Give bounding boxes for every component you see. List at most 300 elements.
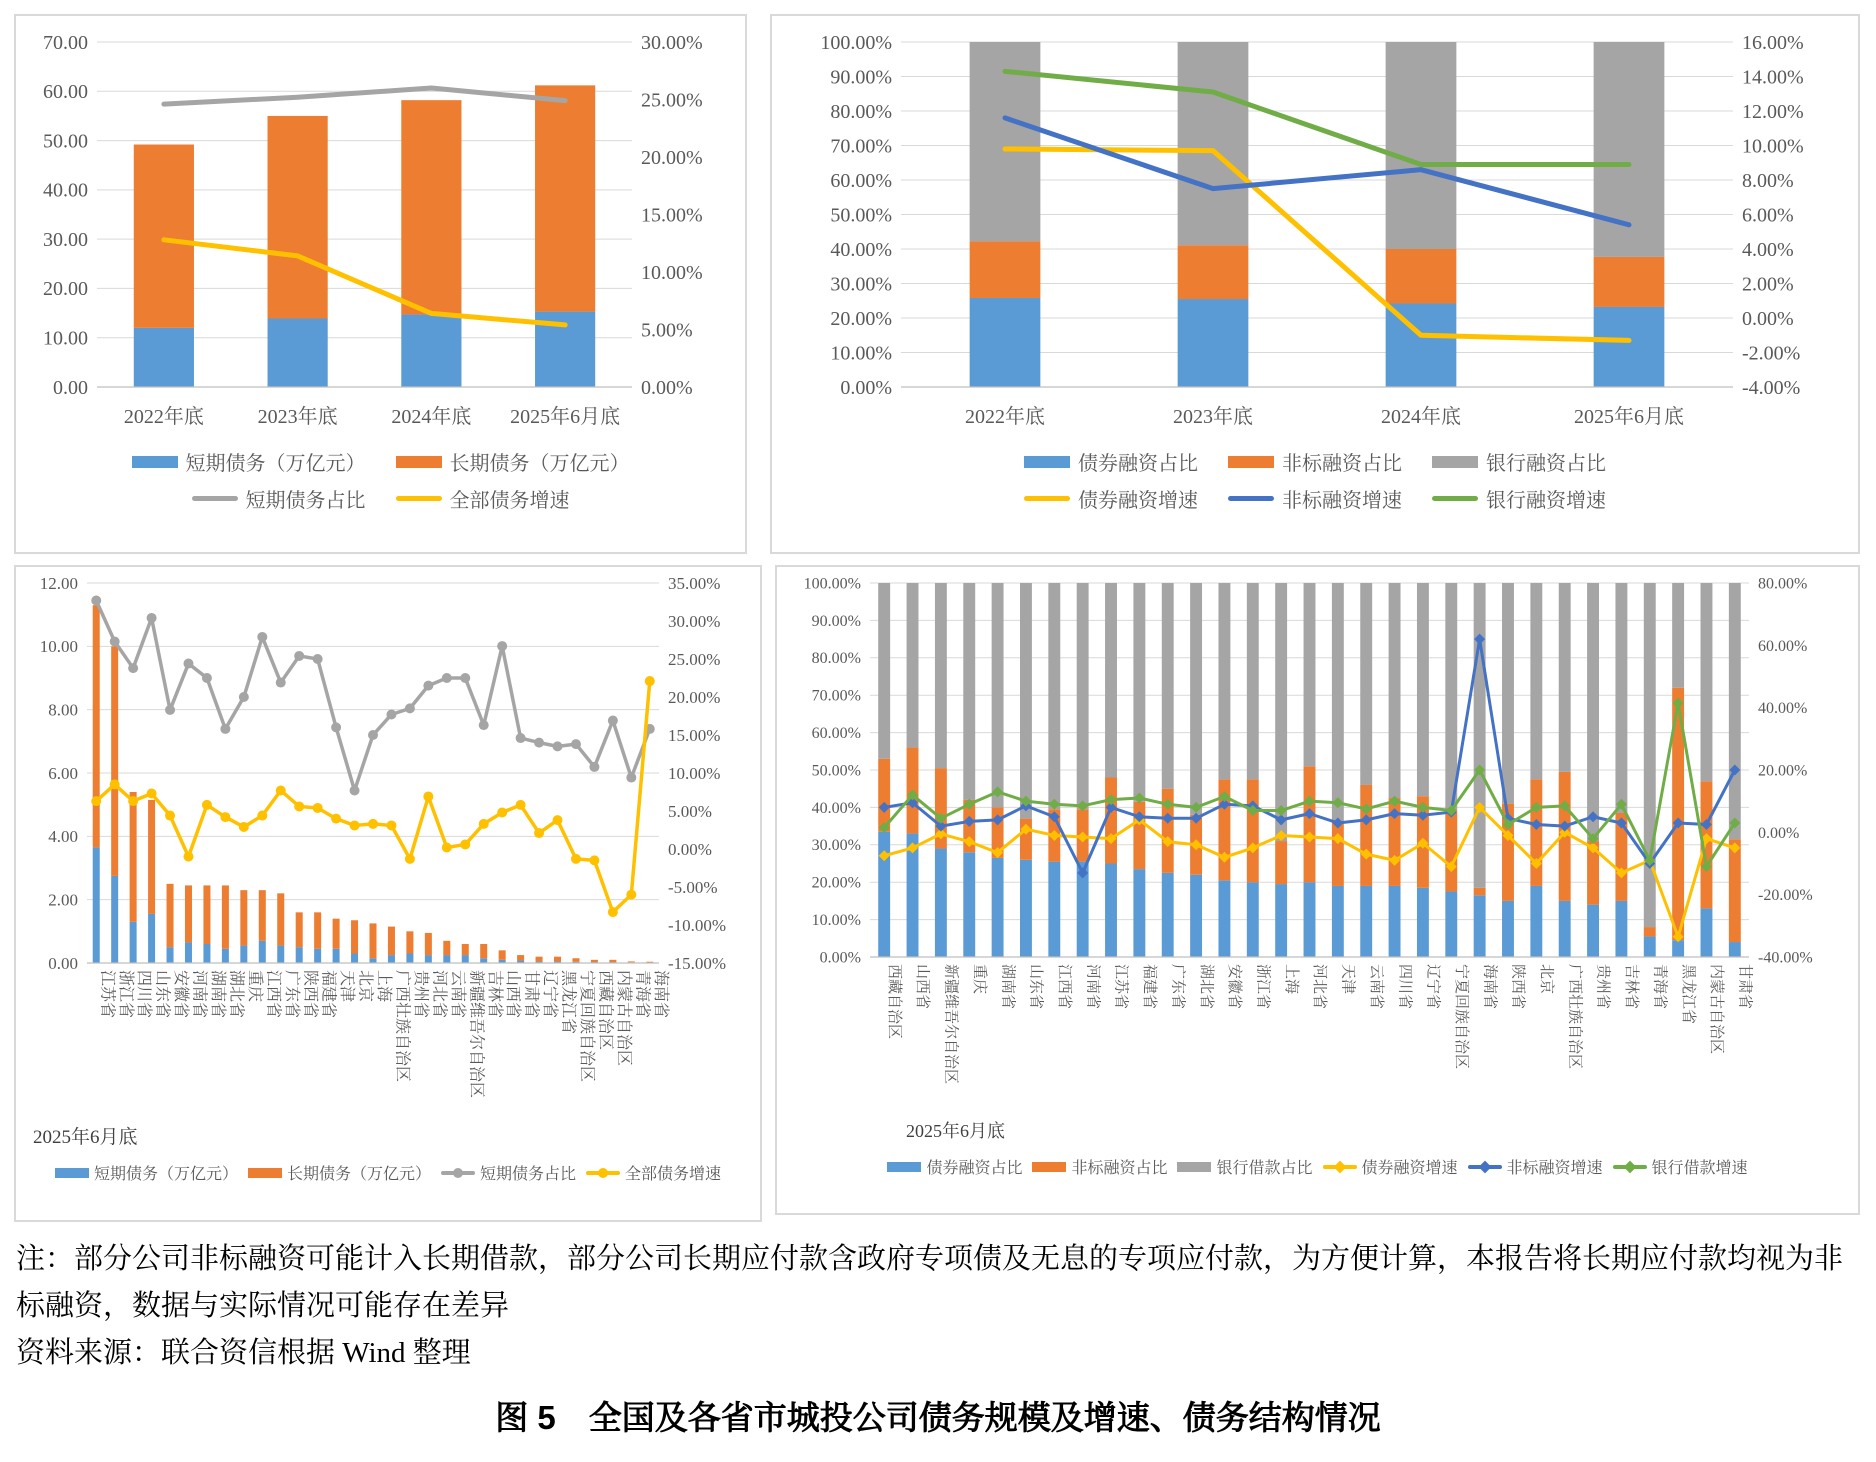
bar-segment	[1162, 873, 1174, 957]
data-point-marker	[294, 651, 304, 661]
left-axis-tick-label: 60.00%	[811, 725, 861, 743]
category-label: 福建省	[319, 970, 337, 1019]
legend-swatch-bar	[1032, 1161, 1066, 1173]
legend-item	[586, 1161, 721, 1184]
data-point-marker	[147, 613, 157, 623]
legend-row	[192, 484, 570, 513]
category-label: 江苏省	[1112, 964, 1129, 1010]
category-label: 北京	[356, 970, 374, 1003]
legend-swatch-bar	[1228, 455, 1274, 469]
category-label: 河南省	[190, 970, 208, 1019]
right-axis-tick-label: 40.00%	[1758, 700, 1808, 718]
right-axis-tick-label: 10.00%	[641, 261, 703, 284]
data-point-marker	[331, 722, 341, 732]
bar-segment	[1559, 583, 1571, 772]
bar-segment	[1218, 880, 1230, 957]
category-label: 广东省	[1169, 964, 1186, 1010]
legend-label: 银行融资占比	[1486, 453, 1606, 475]
figure-caption: 图 5 全国及各省市城投公司债务规模及增速、债务结构情况	[495, 1399, 1381, 1436]
category-label: 河北省	[430, 970, 448, 1019]
left-axis-tick-label: 50.00%	[811, 762, 861, 780]
figure-notes	[16, 1236, 1860, 1377]
right-axis-tick-label: 80.00%	[1758, 575, 1808, 593]
bar-segment	[148, 914, 155, 963]
left-axis-tick-label: 0.00%	[840, 376, 892, 399]
bar-segment	[1502, 583, 1514, 804]
data-point-marker	[553, 815, 563, 825]
category-label: 吉林省	[1623, 964, 1640, 1010]
right-axis-tick-label: 20.00%	[1758, 762, 1808, 780]
category-label: 2024年底	[391, 406, 472, 428]
legend-swatch-line	[1323, 1161, 1357, 1173]
bar-segment	[130, 792, 137, 922]
data-point-marker	[368, 819, 378, 829]
right-axis-tick-label: 30.00%	[668, 611, 721, 631]
category-label: 内蒙古自治区	[614, 970, 632, 1067]
bar-segment	[333, 919, 340, 949]
bar-segment	[480, 944, 487, 958]
data-point-marker	[276, 678, 286, 688]
data-point-marker	[202, 673, 212, 683]
data-point-marker	[331, 814, 341, 824]
category-label: 内蒙古自治区	[1708, 964, 1725, 1055]
right-axis-tick-label: 0.00%	[668, 839, 712, 859]
bar-segment	[111, 646, 118, 876]
bar-segment	[1644, 927, 1656, 936]
legend-swatch-bar	[396, 455, 442, 469]
left-axis-tick-label: 6.00	[48, 763, 78, 783]
legend-item	[396, 484, 570, 513]
category-label: 天津	[1339, 964, 1356, 995]
data-point-marker	[516, 733, 526, 743]
bar-segment	[203, 944, 210, 963]
category-label: 贵州省	[411, 970, 429, 1019]
line-series	[96, 600, 650, 790]
bar-segment	[1178, 42, 1249, 245]
data-point-marker	[313, 654, 323, 664]
legend-row	[887, 1155, 1747, 1178]
bar-segment	[1474, 583, 1486, 888]
line-series	[164, 88, 565, 104]
national-funding-structure-chart	[773, 16, 1857, 441]
bar-segment	[1701, 908, 1713, 957]
data-point-marker	[165, 705, 175, 715]
bar-segment	[222, 949, 229, 963]
legend-item	[1177, 1155, 1312, 1178]
chart-panel-national-funding-structure	[770, 14, 1860, 554]
left-axis-tick-label: 60.00%	[830, 169, 892, 192]
left-axis-tick-label: 50.00%	[830, 204, 892, 227]
category-label: 重庆	[245, 970, 263, 1003]
data-point-marker	[589, 855, 599, 865]
bar-segment	[1304, 583, 1316, 766]
bar-segment	[517, 955, 524, 960]
data-point-marker	[571, 739, 581, 749]
data-point-marker	[202, 800, 212, 810]
category-label: 云南省	[1367, 964, 1384, 1010]
category-label: 2024年底	[1381, 406, 1461, 428]
bar-segment	[296, 912, 303, 947]
category-label: 山西省	[504, 970, 522, 1019]
right-axis-tick-label: 0.00%	[641, 376, 693, 399]
data-point-marker	[386, 709, 396, 719]
bar-segment	[1502, 901, 1514, 957]
category-label: 吉林省	[485, 970, 503, 1019]
data-point-marker	[608, 907, 618, 917]
data-point-marker	[626, 890, 636, 900]
category-label: 陕西省	[1509, 964, 1526, 1010]
bar-segment	[935, 583, 947, 768]
bar-segment	[167, 947, 174, 963]
bar-segment	[185, 885, 192, 942]
category-label: 宁夏回族自治区	[578, 970, 596, 1083]
line-series	[96, 681, 650, 912]
legend-label: 银行借款增速	[1651, 1160, 1748, 1177]
right-axis-tick-label: 6.00%	[1742, 204, 1794, 227]
data-point-marker	[368, 730, 378, 740]
right-axis-tick-label: 35.00%	[668, 573, 721, 593]
bar-segment	[1474, 895, 1486, 957]
legend-label: 短期债务（万亿元）	[93, 1166, 238, 1183]
bar-segment	[1178, 299, 1249, 387]
bar-segment	[1445, 583, 1457, 811]
data-point-marker	[147, 789, 157, 799]
legend-label: 非标融资增速	[1282, 490, 1402, 512]
bar-segment	[1672, 583, 1684, 688]
bar-segment	[1530, 779, 1542, 886]
left-axis-tick-label: 80.00%	[811, 650, 861, 668]
bar-segment	[1445, 811, 1457, 891]
data-point-marker	[257, 811, 267, 821]
left-axis-tick-label: 100.00%	[803, 575, 861, 593]
right-axis-tick-label: 20.00%	[668, 687, 721, 707]
data-point-marker	[350, 820, 360, 830]
bar-segment	[1530, 583, 1542, 779]
left-axis-tick-label: 70.00%	[830, 135, 892, 158]
right-axis-tick-label: -2.00%	[1742, 342, 1801, 365]
data-point-marker	[553, 741, 563, 751]
data-point-marker	[589, 762, 599, 772]
category-label: 江西省	[1056, 964, 1073, 1010]
bar-segment	[1048, 862, 1060, 957]
bar-segment	[406, 954, 413, 964]
legend-item	[132, 447, 366, 476]
bar-segment	[480, 958, 487, 963]
legend-label: 全部债务增速	[625, 1166, 722, 1183]
data-point-marker	[405, 854, 415, 864]
bar-segment	[609, 960, 616, 962]
data-point-marker	[497, 808, 507, 818]
legend-item	[1032, 1155, 1167, 1178]
data-point-marker	[626, 773, 636, 783]
data-point-marker	[220, 724, 230, 734]
bar-segment	[1615, 901, 1627, 957]
bar-segment	[591, 960, 598, 962]
bar-segment	[240, 890, 247, 945]
bar-segment	[425, 955, 432, 963]
data-point-marker	[128, 796, 138, 806]
left-axis-tick-label: 10.00%	[830, 342, 892, 365]
category-label: 福建省	[1141, 964, 1158, 1010]
legend-swatch-line	[1432, 492, 1478, 506]
bar-segment	[878, 583, 890, 759]
bar-segment	[388, 955, 395, 963]
bar-segment	[277, 893, 284, 945]
category-label: 青海省	[1651, 964, 1668, 1010]
legend-item	[192, 484, 366, 513]
data-point-marker	[534, 738, 544, 748]
bar-segment	[970, 241, 1041, 298]
legend-label: 债券融资增速	[1078, 490, 1198, 512]
legend-swatch-line	[1228, 492, 1274, 506]
left-axis-tick-label: 4.00	[48, 827, 78, 847]
bar-segment	[1332, 822, 1344, 886]
right-axis-tick-label: 14.00%	[1742, 66, 1804, 89]
legend-label: 银行借款占比	[1216, 1160, 1313, 1177]
bar-segment	[443, 955, 450, 963]
right-axis-tick-label: 10.00%	[1742, 135, 1804, 158]
legend-label: 全部债务增速	[449, 490, 570, 512]
bar-segment	[1020, 860, 1032, 957]
category-label: 2022年底	[965, 406, 1045, 428]
bar-segment	[1190, 875, 1202, 957]
bar-segment	[443, 941, 450, 955]
left-axis-tick-label: 90.00%	[811, 612, 861, 630]
bar-segment	[536, 957, 543, 962]
legend-swatch-bar	[1432, 455, 1478, 469]
bar-segment	[1474, 888, 1486, 895]
bar-segment	[333, 949, 340, 963]
bar-segment	[240, 946, 247, 963]
legend-swatch-bar	[55, 1167, 89, 1179]
data-point-marker	[405, 703, 415, 713]
source-text: 资料来源：联合资信根据 Wind 整理	[16, 1336, 471, 1369]
legend-item	[1432, 484, 1606, 513]
data-point-marker	[239, 692, 249, 702]
legend-swatch-line	[192, 492, 238, 506]
bar-segment	[970, 298, 1041, 387]
bar-segment	[1389, 583, 1401, 798]
legend-swatch-line	[586, 1167, 620, 1179]
legend-label: 非标融资增速	[1506, 1160, 1603, 1177]
bar-segment	[1729, 839, 1741, 942]
bar-segment	[535, 85, 595, 311]
bar-segment	[406, 931, 413, 953]
legend-label: 长期债务（万亿元）	[449, 453, 630, 475]
category-label: 西藏自治区	[596, 970, 614, 1051]
left-axis-tick-label: 70.00	[43, 31, 88, 54]
data-point-marker	[442, 842, 452, 852]
right-axis-tick-label: 4.00%	[1742, 238, 1794, 261]
bar-segment	[1644, 936, 1656, 957]
category-label: 陕西省	[301, 970, 319, 1019]
bar-segment	[1587, 583, 1599, 841]
chart-legend	[1024, 447, 1606, 513]
left-axis-tick-label: 80.00%	[830, 100, 892, 123]
left-axis-tick-label: 90.00%	[830, 66, 892, 89]
legend-label: 短期债务占比	[480, 1166, 577, 1183]
province-debt-scale-chart	[17, 567, 759, 1155]
bar-segment	[203, 885, 210, 944]
right-axis-tick-label: -20.00%	[1758, 887, 1813, 905]
chart-panel-province-debt-scale	[14, 565, 762, 1222]
legend-swatch-bar	[1024, 455, 1070, 469]
data-point-marker	[165, 811, 175, 821]
left-axis-tick-label: 40.00	[43, 179, 88, 202]
category-label: 甘肃省	[1736, 964, 1753, 1010]
legend-item	[1468, 1155, 1603, 1178]
bar-segment	[401, 315, 461, 387]
legend-swatch-line	[441, 1167, 475, 1179]
bar-segment	[277, 946, 284, 963]
category-label: 江西省	[264, 970, 282, 1019]
legend-row	[1024, 447, 1606, 476]
data-point-marker	[516, 800, 526, 810]
left-axis-tick-label: 10.00	[43, 327, 88, 350]
right-axis-tick-label: 30.00%	[641, 31, 703, 54]
left-axis-tick-label: 10.00	[39, 637, 78, 657]
right-axis-tick-label: 16.00%	[1742, 31, 1804, 54]
bar-segment	[1594, 257, 1665, 307]
bar-segment	[935, 849, 947, 957]
data-point-marker	[128, 663, 138, 673]
right-axis-tick-label: 20.00%	[641, 146, 703, 169]
data-point-marker	[313, 803, 323, 813]
bar-segment	[963, 583, 975, 800]
legend-swatch-line	[1024, 492, 1070, 506]
category-label: 广东省	[282, 970, 300, 1019]
bar-segment	[554, 957, 561, 962]
chart-legend	[132, 447, 630, 513]
bar-segment	[111, 876, 118, 963]
data-point-marker	[91, 796, 101, 806]
legend-item	[441, 1161, 576, 1184]
data-point-marker	[645, 676, 655, 686]
data-point-marker	[608, 716, 618, 726]
bar-segment	[1417, 888, 1429, 957]
bar-segment	[369, 923, 376, 958]
chart-legend	[887, 1155, 1747, 1178]
data-point-marker	[350, 785, 360, 795]
legend-label: 长期债务（万亿元）	[286, 1166, 431, 1183]
legend-row	[1024, 484, 1606, 513]
category-label: 辽宁省	[1424, 964, 1441, 1010]
line-series	[1005, 118, 1629, 225]
bar-segment	[185, 942, 192, 963]
category-label: 山东省	[153, 970, 171, 1019]
left-axis-tick-label: 20.00	[43, 278, 88, 301]
data-point-marker	[479, 819, 489, 829]
bar-segment	[268, 116, 328, 319]
legend-label: 债券融资占比	[926, 1160, 1023, 1177]
legend-item	[396, 447, 630, 476]
bar-segment	[462, 955, 469, 963]
bar-segment	[1332, 886, 1344, 957]
data-point-marker	[423, 681, 433, 691]
bar-segment	[134, 328, 194, 387]
legend-label: 债券融资增速	[1361, 1160, 1458, 1177]
right-axis-tick-label: 5.00%	[641, 319, 693, 342]
category-label: 新疆维吾尔自治区	[467, 970, 485, 1099]
bar-segment	[134, 145, 194, 328]
category-label: 海南省	[1481, 964, 1498, 1010]
bar-segment	[93, 605, 100, 847]
data-point-marker	[257, 632, 267, 642]
category-label: 2022年底	[123, 406, 204, 428]
category-label: 西藏自治区	[885, 964, 902, 1040]
period-annotation: 2025年6月底	[906, 1121, 1005, 1141]
category-label: 新疆维吾尔自治区	[942, 964, 959, 1085]
legend-label: 短期债务占比	[245, 490, 366, 512]
bar-segment	[992, 583, 1004, 807]
chart-legend	[55, 1161, 721, 1184]
bar-segment	[222, 885, 229, 948]
right-axis-tick-label: -10.00%	[668, 915, 727, 935]
right-axis-tick-label: -40.00%	[1758, 949, 1813, 967]
left-axis-tick-label: 60.00	[43, 81, 88, 104]
left-axis-tick-label: 70.00%	[811, 687, 861, 705]
data-point-marker	[183, 659, 193, 669]
legend-item	[1024, 447, 1198, 476]
bar-segment	[1360, 886, 1372, 957]
data-point-marker	[110, 637, 120, 647]
bar-segment	[1304, 882, 1316, 957]
bar-segment	[1190, 583, 1202, 815]
bar-segment	[1020, 583, 1032, 819]
note-text: 注：部分公司非标融资可能计入长期借款，部分公司长期应付款含政府专项债及无息的专项应付款，为方便计算，本报告将长期应付款均视为非标融资，数据与实际情况可能存在差异	[16, 1243, 1844, 1322]
right-axis-tick-label: 8.00%	[1742, 169, 1794, 192]
left-axis-tick-label: 2.00	[48, 890, 78, 910]
bar-segment	[1048, 583, 1060, 809]
bar-segment	[93, 847, 100, 963]
bar-segment	[1275, 841, 1287, 884]
legend-item	[1228, 447, 1402, 476]
category-label: 黑龙江省	[559, 970, 577, 1035]
right-axis-tick-label: -15.00%	[668, 953, 727, 973]
data-point-marker	[534, 828, 544, 838]
bar-segment	[1445, 892, 1457, 957]
bar-segment	[1247, 882, 1259, 957]
bar-segment	[1594, 307, 1665, 387]
data-point-marker	[386, 820, 396, 830]
right-axis-tick-label: -5.00%	[668, 877, 718, 897]
bar-segment	[963, 852, 975, 957]
bar-segment	[1218, 583, 1230, 779]
category-label: 湖北省	[1197, 964, 1214, 1010]
bar-segment	[1729, 942, 1741, 957]
bar-segment	[1247, 583, 1259, 779]
data-point-marker	[460, 839, 470, 849]
bar-segment	[259, 941, 266, 963]
legend-item	[1432, 447, 1606, 476]
category-label: 广西壮族自治区	[393, 970, 411, 1083]
bar-segment	[314, 949, 321, 963]
category-label: 湖南省	[209, 970, 227, 1019]
bar-segment	[259, 890, 266, 941]
category-label: 广西壮族自治区	[1566, 964, 1583, 1070]
bar-segment	[992, 858, 1004, 957]
province-funding-structure-chart	[778, 567, 1857, 1149]
bar-segment	[148, 800, 155, 914]
category-label: 2025年6月底	[1574, 406, 1684, 428]
category-label: 浙江省	[116, 970, 134, 1019]
category-label: 四川省	[1396, 964, 1413, 1010]
bar-segment	[1304, 766, 1316, 882]
data-point-marker	[497, 641, 507, 651]
right-axis-tick-label: 25.00%	[668, 649, 721, 669]
data-point-marker	[479, 720, 489, 730]
period-annotation: 2025年6月底	[33, 1127, 138, 1148]
